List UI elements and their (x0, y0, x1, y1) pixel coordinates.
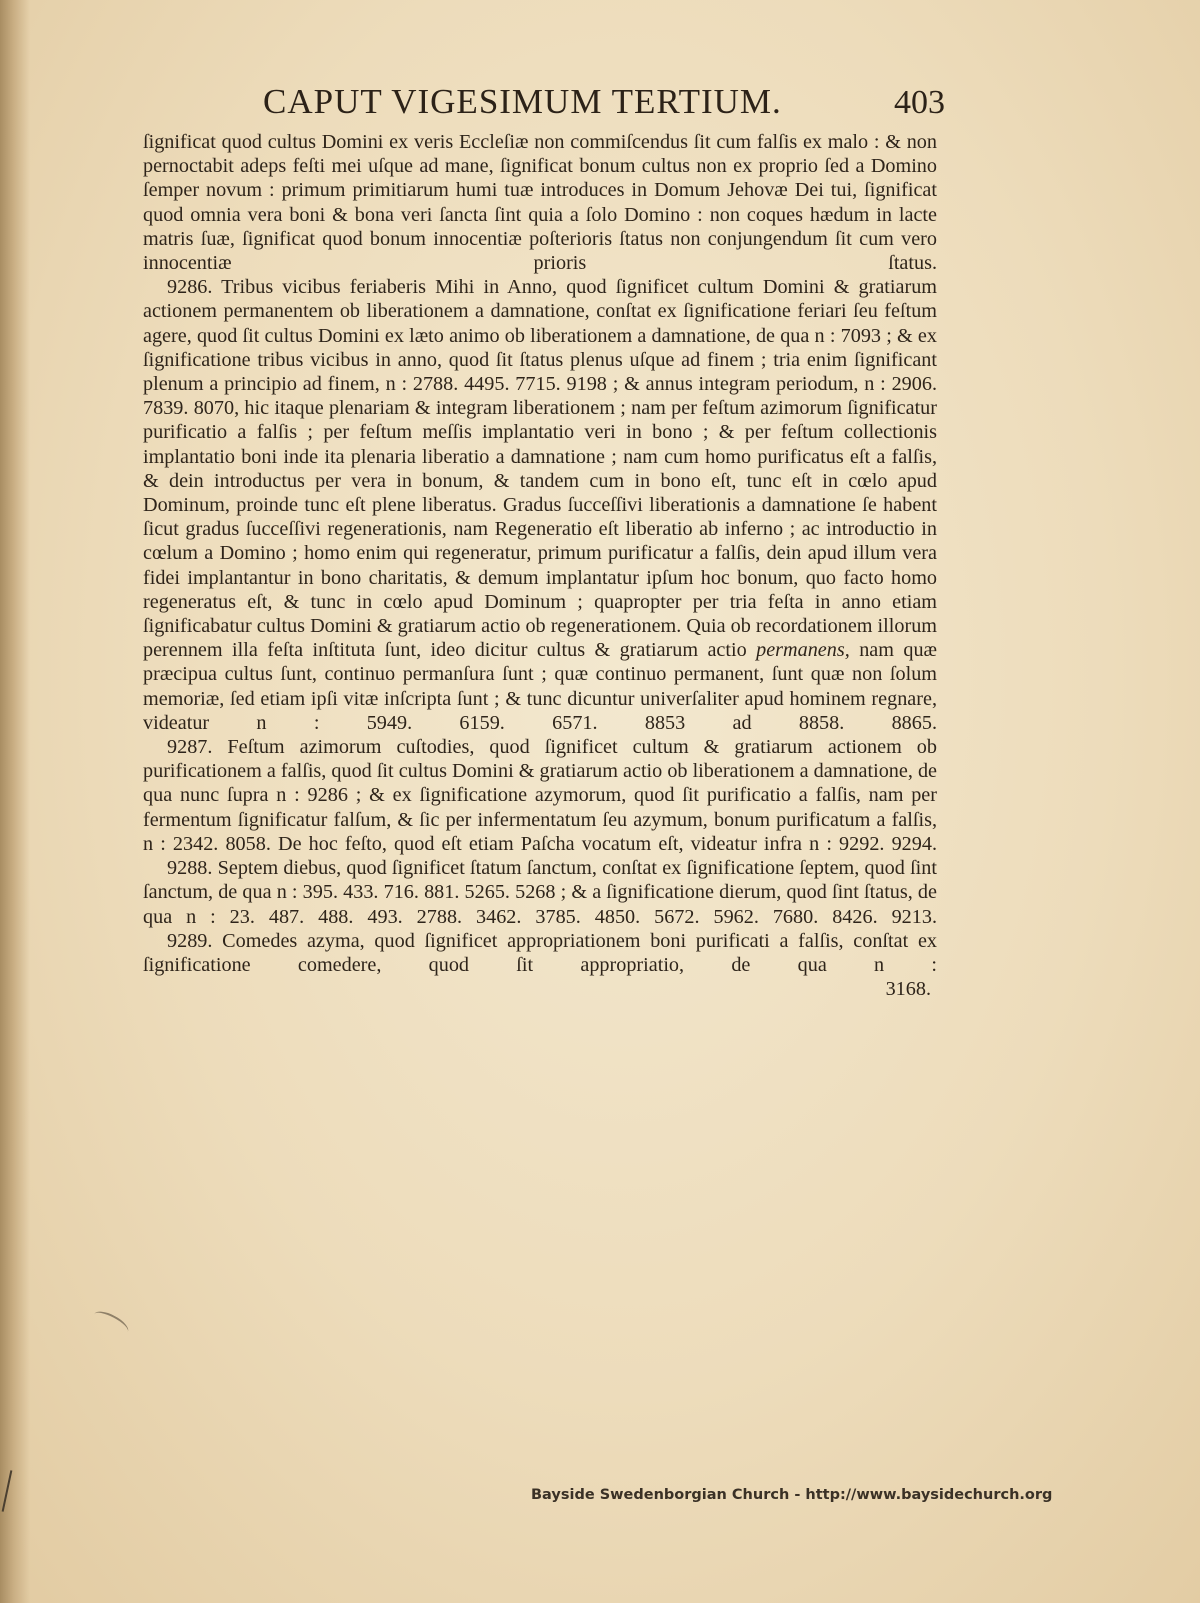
running-title: CAPUT VIGESIMUM TERTIUM. (263, 82, 782, 121)
paragraph-9286 (143, 275, 937, 735)
catchword: 3168. (885, 978, 931, 1001)
page-gutter-shadow (0, 0, 30, 1603)
paragraph-9289: 9289. Comedes azyma, quod ſignificet appropriationem boni purificati a falſis, conſtat ex ſignificatione comedere, quod ſit appropriatio, de qua n : (143, 929, 937, 976)
opening-paragraph: ſignificat quod cultus Domini ex veris Eccleſiæ non commiſcendus ſit cum falſis ex malo : & non pernoctabit adeps feſti mei uſque ad mane, ſignificat bonum cultus non ex proprio ſed a Domino ſemper novum : primum primitiarum humi tuæ introduces in Domum Jehovæ Dei tui, ſignificat quod omnia vera boni & bona veri ſancta ſint quia a ſolo Domino : non coques hædum in lacte matris ſuæ, ſignificat quod bonum innocentiæ poſterioris ſtatus non conjungendum ſit cum vero innocentiæ prioris ſtatus. (143, 131, 937, 275)
page-body (143, 130, 937, 1001)
ink-smudge-mark (90, 1307, 131, 1339)
paragraph-9286-tail: nam quæ præcipua cultus ſunt, continuo permanſura ſunt ; quæ continuo permanent, ſunt quæ non ſolum memoriæ, ſed etiam ipſi vitæ inſcripta ſunt ; & tunc dicuntur univerſaliter apud hominem regnare, videatur n : 5949. 6159. 6571. 8853 ad 8858. 8865. (143, 639, 938, 734)
page-header (145, 82, 945, 132)
page-number: 403 (894, 84, 945, 121)
footer-credit: Bayside Swedenborgian Church - http://www.baysidechurch.org (531, 1487, 1053, 1503)
paragraph-9288: 9288. Septem diebus, quod ſignificet ſtatum ſanctum, conſtat ex ſignificatione ſeptem, quod ſint ſanctum, de qua n : 395. 433. 716. 881. 5265. 5268 ; & a ſignificatione dierum, quod ſint ſtatus, de qua n : 23. 487. 488. 493. 2788. 3462. 3785. 4850. 5672. 5962. 7680. 8426. 9213. (143, 857, 937, 928)
paragraph-9286-text: 9286. Tribus vicibus feriaberis Mihi in Anno, quod ſignificet cultum Domini & gratiarum actionem permanentem ob liberationem a damnatione, conſtat ex ſignificatione feriari ſeu feſtum agere, quod ſit cultus Domini ex læto animo ob liberationem a damnatione, de qua n : 7093 ; & ex ſignificatione tribus vicibus in anno, quod ſit ſtatus plenus uſque ad finem ; tria enim ſignificant plenum a principio ad finem, n : 2788. 4495. 7715. 9198 ; & annus integram periodum, n : 2906. 7839. 8070, hic itaque plenariam & integram liberationem ; nam per feſtum azimorum ſignificatur purificatio a falſis ; per feſtum meſſis implantatio veri in bono ; & per feſtum collectionis implantatio boni inde ita plenaria liberatio a damnatione ; nam cum homo purificatus eſt a falſis, & dein introductus per vera in bonum, & tandem cum in bono eſt, tunc eſt in cœlo apud Dominum, proinde tunc eſt plene liberatus. Gradus ſucceſſivi liberationis a damnatione ſe habent ſicut gradus ſucceſſivi regenerationis, nam Regeneratio eſt liberatio ab inferno ; ac introductio in cœlum a Domino ; homo enim qui regeneratur, primum purificatur a falſis, dein apud illum vera fidei implantantur in bono charitatis, & demum implantatur ipſum hoc bonum, quo facto homo regeneratus eſt, & tunc in cœlo apud Dominum ; quapropter per tria feſta in anno etiam ſignificabatur cultus Domini & gratiarum actio ob regenerationem. Quia ob recordationem illorum perennem illa feſta inſtituta ſunt, ideo dicitur cultus & gratiarum actio (143, 276, 937, 662)
emphasis-permanens: permanens, (756, 639, 850, 662)
paragraph-9287: 9287. Feſtum azimorum cuſtodies, quod ſignificet cultum & gratiarum actionem ob purificationem a falſis, quod ſit cultus Domini & gratiarum actio ob liberationem a damnatione, de qua nunc ſupra n : 9286 ; & ex ſignificatione azymorum, quod ſit purificatio a falſis, nam per fermentum ſignificatur falſum, & ſic per infermentatum ſeu azymum, bonum purificatum a falſis, n : 2342. 8058. De hoc feſto, quod eſt etiam Paſcha vocatum eſt, videatur infra n : 9292. 9294. (143, 736, 937, 855)
